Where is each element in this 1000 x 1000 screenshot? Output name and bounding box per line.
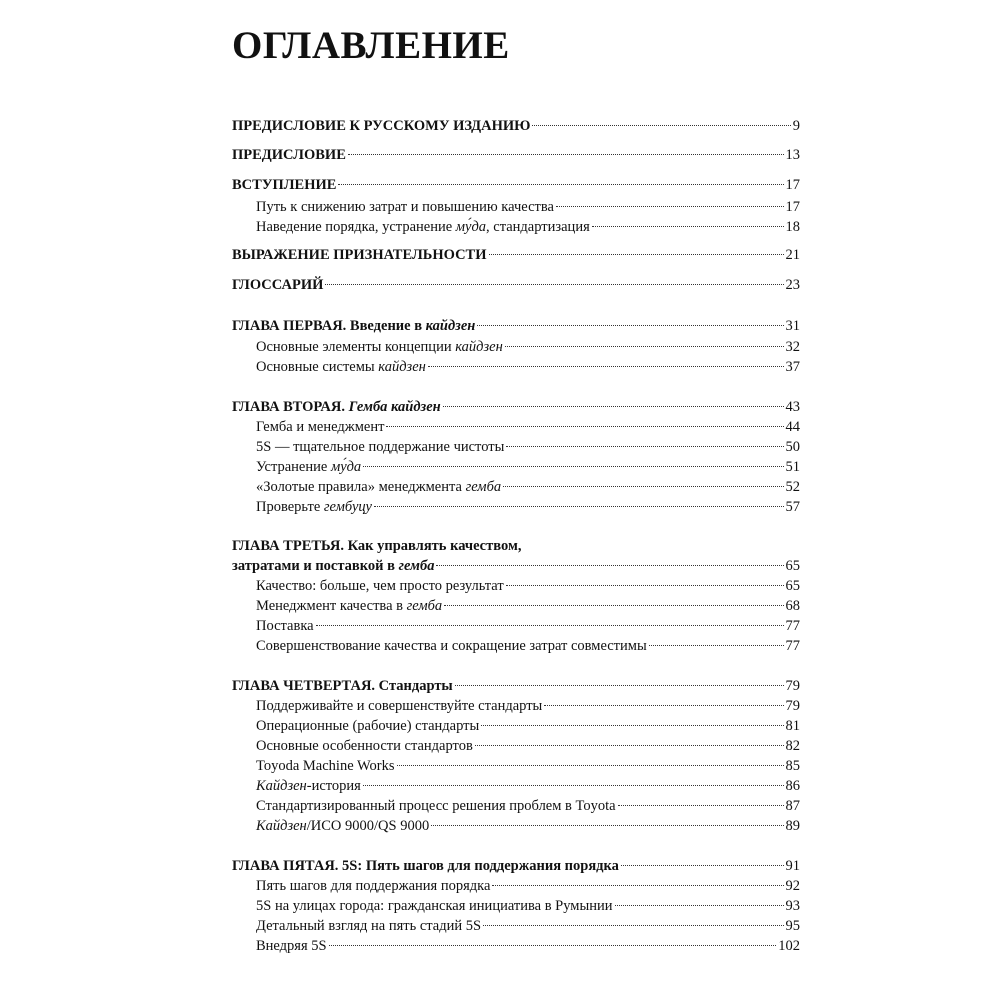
toc-entry-label: [232, 275, 323, 295]
toc-section-entry[interactable]: [256, 756, 800, 776]
dot-leader: [338, 184, 783, 185]
toc-chapter-entry[interactable]: [232, 116, 800, 136]
toc-page-number: 32: [785, 339, 800, 355]
toc-entry-label-part: Кайдзен: [256, 778, 307, 794]
toc-section-entry[interactable]: [256, 636, 800, 656]
toc-entry-label-part: ГЛОССАРИЙ: [232, 277, 324, 293]
toc-entry-label: [256, 816, 429, 836]
toc-page-number: 18: [785, 219, 800, 235]
toc-section-entry[interactable]: [256, 776, 800, 796]
dot-leader: [506, 585, 784, 586]
dot-leader: [316, 625, 784, 626]
toc-page-number: 13: [785, 147, 800, 163]
toc-entry-label-part: кайдзен: [378, 359, 426, 375]
toc-entry-label-part: кайдзен: [425, 318, 476, 334]
toc-entry-label: [256, 337, 503, 357]
toc-page-number: 21: [785, 247, 800, 263]
toc-entry-label-part: Основные системы: [256, 359, 379, 375]
toc-entry-label: [256, 437, 504, 457]
dot-leader: [431, 825, 783, 826]
toc-page-number: 95: [785, 918, 800, 934]
toc-entry-label-part: гемба: [465, 479, 502, 495]
toc-entry-label: [232, 856, 619, 876]
toc-entry-label: [232, 175, 336, 195]
toc-entry-label-part: Основные элементы концепции: [256, 339, 456, 355]
toc-entry-label: [256, 616, 314, 636]
dot-leader: [436, 565, 783, 566]
toc-chapter-entry[interactable]: [232, 175, 800, 195]
dot-leader: [363, 466, 783, 467]
toc-entry-label: [256, 776, 361, 796]
toc-section-entry[interactable]: [256, 916, 800, 936]
toc-entry-label-part: , стандартизация: [486, 219, 590, 235]
toc-entry-label: [232, 116, 530, 136]
toc-entry-label-part: Основные особенности стандартов: [256, 738, 473, 754]
dot-leader: [503, 486, 783, 487]
toc-entry-label: [256, 696, 542, 716]
dot-leader: [506, 446, 783, 447]
toc-entry-label: [232, 676, 453, 696]
toc-entry-label-part: ГЛАВА ЧЕТВЕРТАЯ. Стандарты: [232, 678, 453, 694]
toc-entry-label-part: Стандартизированный процесс решения проблем в Toyota: [256, 798, 616, 814]
toc-page-number: 52: [785, 479, 800, 495]
toc-section-entry[interactable]: [256, 736, 800, 756]
toc-entry-label: [256, 197, 554, 217]
toc-entry-label: [256, 896, 613, 916]
toc-section-entry[interactable]: [256, 497, 800, 517]
toc-section-entry[interactable]: [256, 896, 800, 916]
toc-entry-label-part: /ИСО 9000/QS 9000: [306, 818, 430, 834]
toc-page-number: 50: [785, 439, 800, 455]
toc-page-number: 17: [785, 177, 800, 193]
toc-entry-label-part: Гемба и менеджмент: [256, 419, 385, 435]
toc-entry-label-part: Пять шагов для поддержания порядка: [256, 878, 491, 894]
toc-entry-label-part: Детальный взгляд на пять стадий 5S: [256, 918, 482, 934]
toc-chapter-entry[interactable]: [232, 145, 800, 165]
toc-section-entry[interactable]: [256, 716, 800, 736]
toc-page-number: 43: [785, 399, 800, 415]
toc-page-number: 65: [785, 558, 800, 574]
toc-section-entry[interactable]: [256, 417, 800, 437]
toc-entry-label-part: Совершенствование качества и сокращение затрат совместимы: [256, 638, 647, 654]
dot-leader: [592, 226, 784, 227]
toc-entry-label: [256, 916, 481, 936]
dot-leader: [532, 125, 790, 126]
toc-entry-label-part: «Золотые правила» менеджмента: [256, 479, 466, 495]
toc-entry-label-part: гемба: [398, 558, 435, 574]
toc-page-number: 102: [778, 938, 800, 954]
toc-page-number: 87: [785, 798, 800, 814]
toc-chapter-entry[interactable]: [232, 397, 800, 417]
toc-entry-label-part: Поддерживайте и совершенствуйте стандарты: [256, 698, 543, 714]
toc-entry-label-part: Качество: больше, чем просто результат: [256, 578, 504, 594]
toc-page-number: 81: [785, 718, 800, 734]
toc-entry-label-part: кайдзен: [455, 339, 503, 355]
toc-page-number: 65: [785, 578, 800, 594]
toc-entry-label-part: му́да: [330, 459, 362, 475]
dot-leader: [329, 945, 777, 946]
toc-entry-label-part: Гемба кайдзен: [348, 399, 441, 415]
toc-entry-label-part: 5S на улицах города: гражданская инициатива в Румынии: [256, 898, 613, 914]
toc-page-number: 93: [785, 898, 800, 914]
toc-page-number: 79: [785, 698, 800, 714]
toc-entry-label: [256, 716, 479, 736]
toc-chapter-entry[interactable]: [232, 556, 800, 576]
toc-entry-label-part: 5S — тщательное поддержание чистоты: [256, 439, 505, 455]
toc-section-entry[interactable]: [256, 337, 800, 357]
toc-section-entry[interactable]: [256, 437, 800, 457]
toc-section-entry[interactable]: [256, 576, 800, 596]
toc-page-number: 37: [785, 359, 800, 375]
toc-page-number: 91: [785, 858, 800, 874]
dot-leader: [428, 366, 784, 367]
toc-entry-label-part: Кайдзен: [256, 818, 307, 834]
dot-leader: [325, 284, 783, 285]
toc-entry-label: [256, 636, 647, 656]
toc-section-entry[interactable]: [256, 616, 800, 636]
chapter-three-title-line-1: ГЛАВА ТРЕТЬЯ. Как управлять качеством,: [232, 538, 522, 554]
dot-leader: [444, 605, 783, 606]
toc-entry-label: [232, 556, 434, 576]
toc-entry-label: [232, 145, 346, 165]
dot-leader: [483, 925, 783, 926]
toc-page-number: 44: [785, 419, 800, 435]
toc-section-entry[interactable]: [256, 596, 800, 616]
toc-entry-label-part: ВСТУПЛЕНИЕ: [232, 177, 337, 193]
toc-entry-label-part: Путь к снижению затрат и повышению качества: [256, 199, 554, 215]
toc-entry-label: [256, 357, 426, 377]
toc-entry-label-part: Поставка: [256, 618, 314, 634]
toc-entry-label-part: ГЛАВА ВТОРАЯ.: [232, 399, 349, 415]
dot-leader: [481, 725, 783, 726]
toc-page-number: 23: [785, 277, 800, 293]
toc-entry-label-part: Наведение порядка, устранение: [256, 219, 456, 235]
dot-leader: [505, 346, 784, 347]
dot-leader: [374, 506, 784, 507]
toc-page-number: 77: [785, 638, 800, 654]
toc-entry-label: [256, 576, 504, 596]
toc-chapter-entry[interactable]: [232, 856, 800, 876]
dot-leader: [618, 805, 784, 806]
toc-entry-label-part: гембуцу: [323, 499, 372, 515]
dot-leader: [489, 254, 784, 255]
toc-entry-label: [232, 316, 475, 336]
dot-leader: [615, 905, 784, 906]
toc-entry-label-part: затратами и поставкой в: [232, 558, 399, 574]
dot-leader: [386, 426, 783, 427]
toc-entry-label-part: -история: [306, 778, 361, 794]
toc-section-entry[interactable]: [256, 936, 800, 956]
toc-entry-label-part: Менеджмент качества в: [256, 598, 407, 614]
toc-section-entry[interactable]: [256, 357, 800, 377]
toc-entry-label-part: ВЫРАЖЕНИЕ ПРИЗНАТЕЛЬНОСТИ: [232, 247, 487, 263]
toc-entry-label-part: Внедряя 5S: [256, 938, 327, 954]
toc-chapter-entry[interactable]: [232, 676, 800, 696]
toc-section-entry[interactable]: [256, 816, 800, 836]
toc-entry-label-part: Устранение: [256, 459, 331, 475]
toc-page-number: 57: [785, 499, 800, 515]
toc-section-entry[interactable]: [256, 796, 800, 816]
toc-entry-label-part: му́да: [455, 219, 487, 235]
toc-section-entry[interactable]: [256, 477, 800, 497]
dot-leader: [492, 885, 783, 886]
toc-page-number: 51: [785, 459, 800, 475]
toc-page-number: 86: [785, 778, 800, 794]
toc-entry-label-part: ГЛАВА ПЕРВАЯ. Введение в: [232, 318, 426, 334]
toc-page-number: 82: [785, 738, 800, 754]
toc-chapter-entry[interactable]: [232, 245, 800, 265]
toc-page-number: 79: [785, 678, 800, 694]
toc-entry-label: [256, 936, 327, 956]
dot-leader: [621, 865, 784, 866]
toc-entry-label-part: ПРЕДИСЛОВИЕ К РУССКОМУ ИЗДАНИЮ: [232, 118, 531, 134]
toc-entry-label: [256, 596, 442, 616]
toc-chapter-entry[interactable]: [232, 275, 800, 295]
dot-leader: [556, 206, 784, 207]
dot-leader: [363, 785, 784, 786]
toc-page-number: 31: [785, 318, 800, 334]
toc-page-number: 17: [785, 199, 800, 215]
dot-leader: [397, 765, 784, 766]
toc-section-entry[interactable]: [256, 217, 800, 237]
toc-section-entry[interactable]: [256, 876, 800, 896]
toc-section-entry[interactable]: [256, 197, 800, 217]
toc-entry-label-part: Операционные (рабочие) стандарты: [256, 718, 480, 734]
toc-page-number: 77: [785, 618, 800, 634]
dot-leader: [455, 685, 784, 686]
toc-entry-label: [256, 876, 490, 896]
toc-entry-label: [232, 397, 441, 417]
toc-entry-label: [256, 477, 501, 497]
toc-section-entry[interactable]: [256, 457, 800, 477]
toc-entry-label: [256, 756, 395, 776]
dot-leader: [443, 406, 784, 407]
toc-entry-label: [256, 417, 384, 437]
toc-entry-label: [256, 736, 473, 756]
toc-page-number: 68: [785, 598, 800, 614]
toc-page-number: 85: [785, 758, 800, 774]
toc-entry-label-part: Toyoda Machine Works: [256, 758, 395, 774]
toc-entry-label-part: ГЛАВА ПЯТАЯ. 5S: Пять шагов для поддержания порядка: [232, 858, 619, 874]
toc-entry-label: [232, 245, 487, 265]
toc-entry-label-part: ПРЕДИСЛОВИЕ: [232, 147, 346, 163]
dot-leader: [649, 645, 784, 646]
toc-section-entry[interactable]: [256, 696, 800, 716]
toc-page-number: 92: [785, 878, 800, 894]
dot-leader: [475, 745, 784, 746]
toc-chapter-entry[interactable]: [232, 316, 800, 336]
page-title: ОГЛАВЛЕНИЕ: [232, 24, 510, 67]
toc-entry-label: [256, 457, 361, 477]
dot-leader: [348, 154, 784, 155]
toc-entry-label-part: гемба: [406, 598, 443, 614]
toc-page-number: 9: [792, 118, 800, 134]
toc-entry-label: [256, 497, 372, 517]
toc-entry-label-part: Проверьте: [256, 499, 324, 515]
toc-entry-label: [256, 217, 590, 237]
toc-page-number: 89: [785, 818, 800, 834]
dot-leader: [477, 325, 783, 326]
dot-leader: [544, 705, 783, 706]
toc-entry-label: [256, 796, 616, 816]
